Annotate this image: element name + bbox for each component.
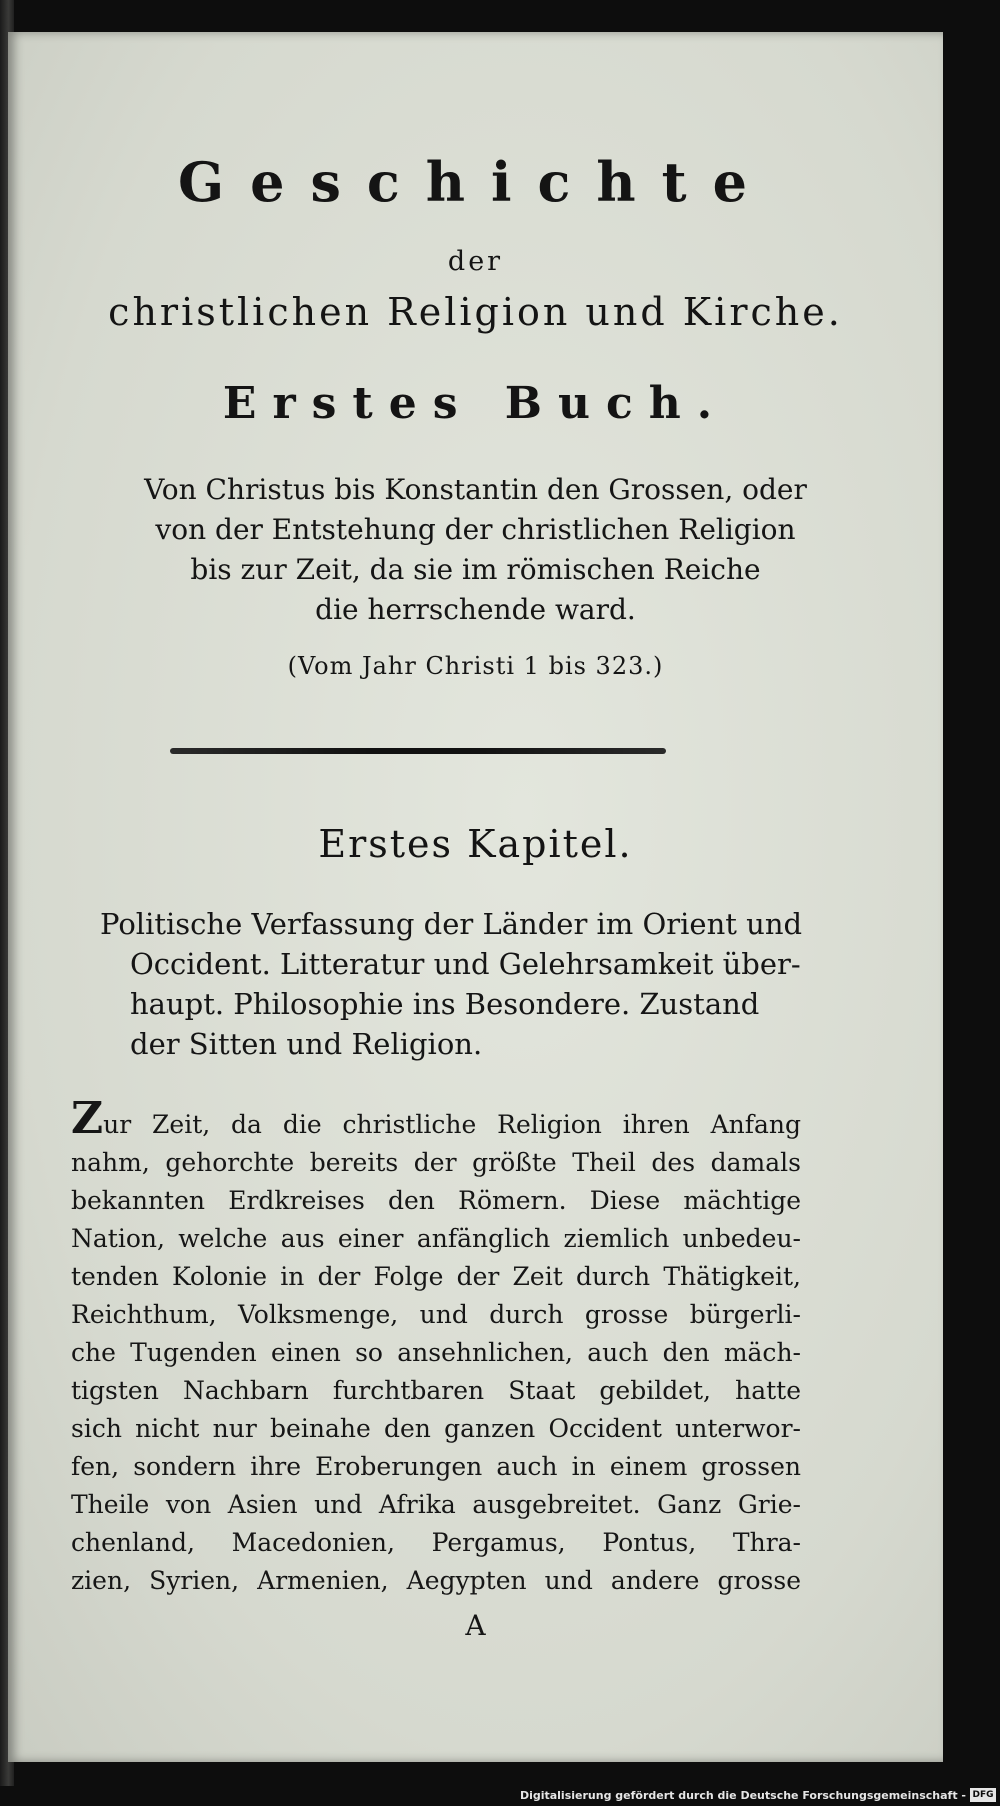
book-page: [8, 32, 943, 1762]
book-description-line: Von Christus bis Konstantin den Grossen, oder: [144, 473, 807, 506]
footer-credit: Digitalisierung gefördert durch die Deutsche Forschungsgemeinschaft -: [519, 1789, 966, 1802]
chapter-summary-line: Occident. Litteratur und Gelehrsamkeit über-: [130, 947, 801, 981]
body-line: sich nicht nur beinahe den ganzen Occident unterwor-: [71, 1414, 801, 1443]
body-line: [71, 1093, 801, 1144]
book-description-line: bis zur Zeit, da sie im römischen Reiche: [190, 553, 761, 586]
body-line: nahm, gehorchte bereits der größte Theil des damals: [71, 1148, 801, 1177]
body-line: Theile von Asien und Afrika ausgebreitet. Ganz Grie-: [71, 1490, 801, 1519]
dfg-logo-icon: DFG: [970, 1788, 996, 1802]
body-line: Nation, welche aus einer anfänglich ziemlich unbedeu-: [71, 1224, 801, 1253]
body-line: zien, Syrien, Armenien, Aegypten und andere grosse: [71, 1566, 801, 1595]
body-line: Reichthum, Volksmenge, und durch grosse bürgerli-: [71, 1300, 801, 1329]
book-description: [58, 470, 893, 630]
body-line: chenland, Macedonien, Pergamus, Pontus, Thra-: [71, 1528, 801, 1557]
chapter-summary: [100, 904, 803, 1064]
divider-rule: [170, 748, 666, 754]
body-line-text: ur Zeit, da die christliche Religion ihren Anfang: [103, 1110, 801, 1139]
body-line: tigsten Nachbarn furchtbaren Staat gebildet, hatte: [71, 1376, 801, 1405]
book-description-line: von der Entstehung der christlichen Religion: [155, 513, 796, 546]
body-line: che Tugenden einen so ansehnlichen, auch den mäch-: [71, 1338, 801, 1367]
signature-mark: A: [465, 1609, 486, 1642]
date-range: (Vom Jahr Christi 1 bis 323.): [287, 652, 664, 680]
chapter-summary-line: der Sitten und Religion.: [130, 1027, 483, 1061]
body-line: tenden Kolonie in der Folge der Zeit durch Thätigkeit,: [71, 1262, 801, 1291]
body-line: fen, sondern ihre Eroberungen auch in einem grossen: [71, 1452, 801, 1481]
body-text: [71, 1093, 801, 1600]
chapter-summary-line: Politische Verfassung der Länder im Orient und: [100, 907, 803, 941]
title-main: Geschichte: [178, 150, 773, 214]
chapter-title: Erstes Kapitel.: [318, 822, 633, 866]
title-subtitle: christlichen Religion und Kirche.: [108, 290, 843, 334]
body-line: bekannten Erdkreises den Römern. Diese mächtige: [71, 1186, 801, 1215]
drop-cap: Z: [71, 1093, 104, 1144]
chapter-summary-line: haupt. Philosophie ins Besondere. Zustand: [130, 987, 760, 1021]
title-der: der: [447, 246, 504, 277]
book-description-line: die herrschende ward.: [315, 593, 636, 626]
book-title: Erstes Buch.: [222, 378, 729, 429]
